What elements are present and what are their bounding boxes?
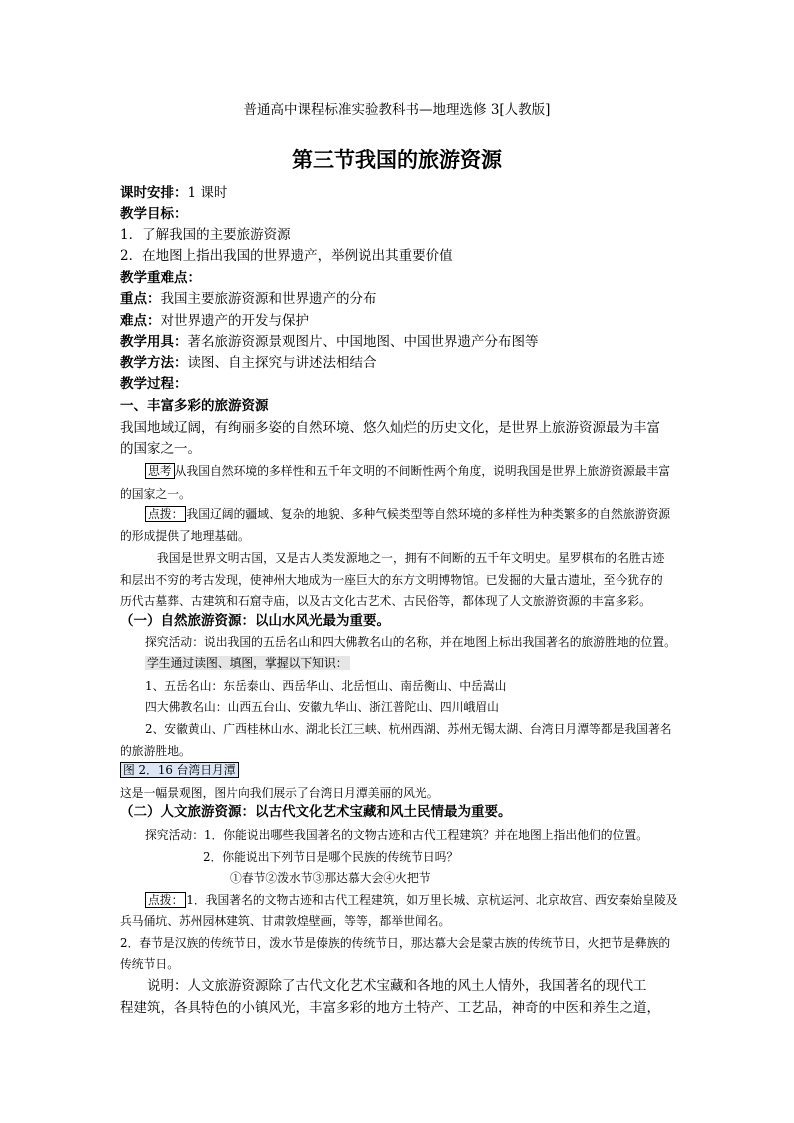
note-line1: 说明：人文旅游资源除了古代文化艺术宝藏和各地的风土人情外，我国著名的现代工 — [147, 978, 647, 994]
tools-line — [120, 334, 680, 350]
civ-line3: 历代古墓葬、古建筑和石窟寺庙，以及古文化古艺术、古民俗等，都体现了人文旅游资源的丰富多彩。 — [120, 594, 651, 608]
point1-line2: 的形成提供了地理基础。 — [120, 529, 250, 543]
think-text: 从我国自然环境的多样性和五千年文明的不间断性两个角度，说明我国是世界上旅游资源最丰富 — [174, 464, 671, 478]
focus-label: 重点： — [120, 291, 161, 307]
tools-value: 著名旅游资源景观图片、中国地图、中国世界遗产分布图等 — [187, 334, 539, 350]
think-tag: 思考 — [145, 463, 175, 479]
section3-explore2: 2．你能说出下列节日是哪个民族的传统节日吗？ — [203, 850, 459, 864]
page-title: 第三节我国的旅游资源 — [292, 147, 502, 172]
think-line2: 的国家之一。 — [120, 487, 191, 501]
section2-explore: 探究活动：说出我国的五岳名山和四大佛教名山的名称，并在地图上标出我国著名的旅游胜地的位置。 — [145, 635, 676, 649]
note-line2: 程建筑，各具特色的小镇风光，丰富多彩的地方土特产、工艺品，神奇的中医和养生之道， — [120, 1000, 660, 1016]
point-tag: 点拨： — [145, 506, 186, 522]
schedule-value: 1 课时 — [187, 185, 228, 201]
point2-line1 — [145, 893, 705, 907]
figure-tag: 图 2．16 台湾日月潭 — [120, 762, 239, 778]
figure-description: 这是一幅景观图，图片向我们展示了台湾日月潭美丽的风光。 — [120, 786, 439, 800]
section1-heading: 一、丰富多彩的旅游资源 — [120, 398, 269, 414]
students-highlight: 学生通过读图、填图，掌握以下知识： — [147, 656, 348, 670]
focus-value: 我国主要旅游资源和世界遗产的分布 — [160, 291, 377, 307]
section2-heading: （一）自然旅游资源：以山水风光最为重要。 — [120, 613, 390, 629]
difficulty-label: 难点： — [120, 313, 161, 329]
method-label: 教学方法： — [120, 355, 188, 371]
tools-label: 教学用具： — [120, 334, 188, 350]
point2-line3: 2．春节是汉族的传统节日，泼水节是傣族的传统节日，那达慕大会是蒙古族的传统节日，火把节是彝族的 — [120, 936, 671, 950]
goal-2: 2．在地图上指出我国的世界遗产，举例说出其重要价值 — [120, 248, 453, 264]
schedule-line — [120, 185, 680, 201]
difficulty-line — [120, 313, 680, 329]
think-line1 — [145, 464, 705, 478]
keypoints-label: 教学重难点： — [120, 270, 201, 286]
goal-1: 1．了解我国的主要旅游资源 — [120, 227, 291, 243]
festival-list: ①春节②泼水节③那达慕大会④火把节 — [230, 871, 431, 885]
point2-line2: 兵马俑坑、苏州园林建筑、甘肃敦煌壁画，等等，都举世闻名。 — [120, 914, 451, 928]
process-label: 教学过程： — [120, 376, 188, 392]
point1-line1 — [145, 507, 705, 521]
goals-label: 教学目标： — [120, 206, 188, 222]
focus-line — [120, 291, 680, 307]
document-header: 普通高中课程标准实验教科书—地理选修 3[人教版] — [243, 102, 551, 118]
section2-students-line — [145, 656, 705, 670]
section1-intro-line2: 的国家之一。 — [120, 441, 201, 457]
point-text: 我国辽阔的疆域、复杂的地貌、多种气候类型等自然环境的多样性为种类繁多的自然旅游资源 — [186, 507, 671, 521]
knowledge-2: 四大佛教名山：山西五台山、安徽九华山、浙江普陀山、四川峨眉山 — [145, 700, 499, 714]
figure-line — [120, 763, 680, 777]
knowledge-3b: 的旅游胜地。 — [120, 744, 191, 758]
point2-line4: 传统节日。 — [120, 957, 179, 971]
schedule-label: 课时安排： — [120, 185, 188, 201]
section3-heading: （二）人文旅游资源：以古代文化艺术宝藏和风土民情最为重要。 — [120, 804, 512, 820]
knowledge-1: 1、五岳名山：东岳泰山、西岳华山、北岳恒山、南岳衡山、中岳嵩山 — [145, 679, 507, 693]
section1-intro-line1: 我国地域辽阔，有绚丽多姿的自然环境、悠久灿烂的历史文化，是世界上旅游资源最为丰富 — [120, 420, 660, 436]
civ-line2: 和层出不穷的考古发现，使神州大地成为一座巨大的东方文明博物馆。已发掘的大量古遗址，至今犹存的 — [120, 573, 663, 587]
difficulty-value: 对世界遗产的开发与保护 — [160, 313, 309, 329]
point2-text: 1．我国著名的文物古迹和古代工程建筑，如万里长城、京杭运河、北京故宫、西安秦始皇陵及 — [186, 893, 678, 907]
knowledge-3a: 2、安徽黄山、广西桂林山水、湖北长江三峡、杭州西湖、苏州无锡太湖、台湾日月潭等都是我国著名 — [145, 722, 672, 736]
method-value: 读图、自主探究与讲述法相结合 — [187, 355, 377, 371]
section3-explore1: 探究活动：1．你能说出哪些我国著名的文物古迹和古代工程建筑？并在地图上指出他们的位置。 — [145, 828, 648, 842]
method-line — [120, 355, 680, 371]
point2-tag: 点拨： — [145, 892, 186, 908]
civ-line1: 我国是世界文明古国，又是古人类发源地之一，拥有不间断的五千年文明史。星罗棋布的名胜古迹 — [157, 551, 665, 565]
